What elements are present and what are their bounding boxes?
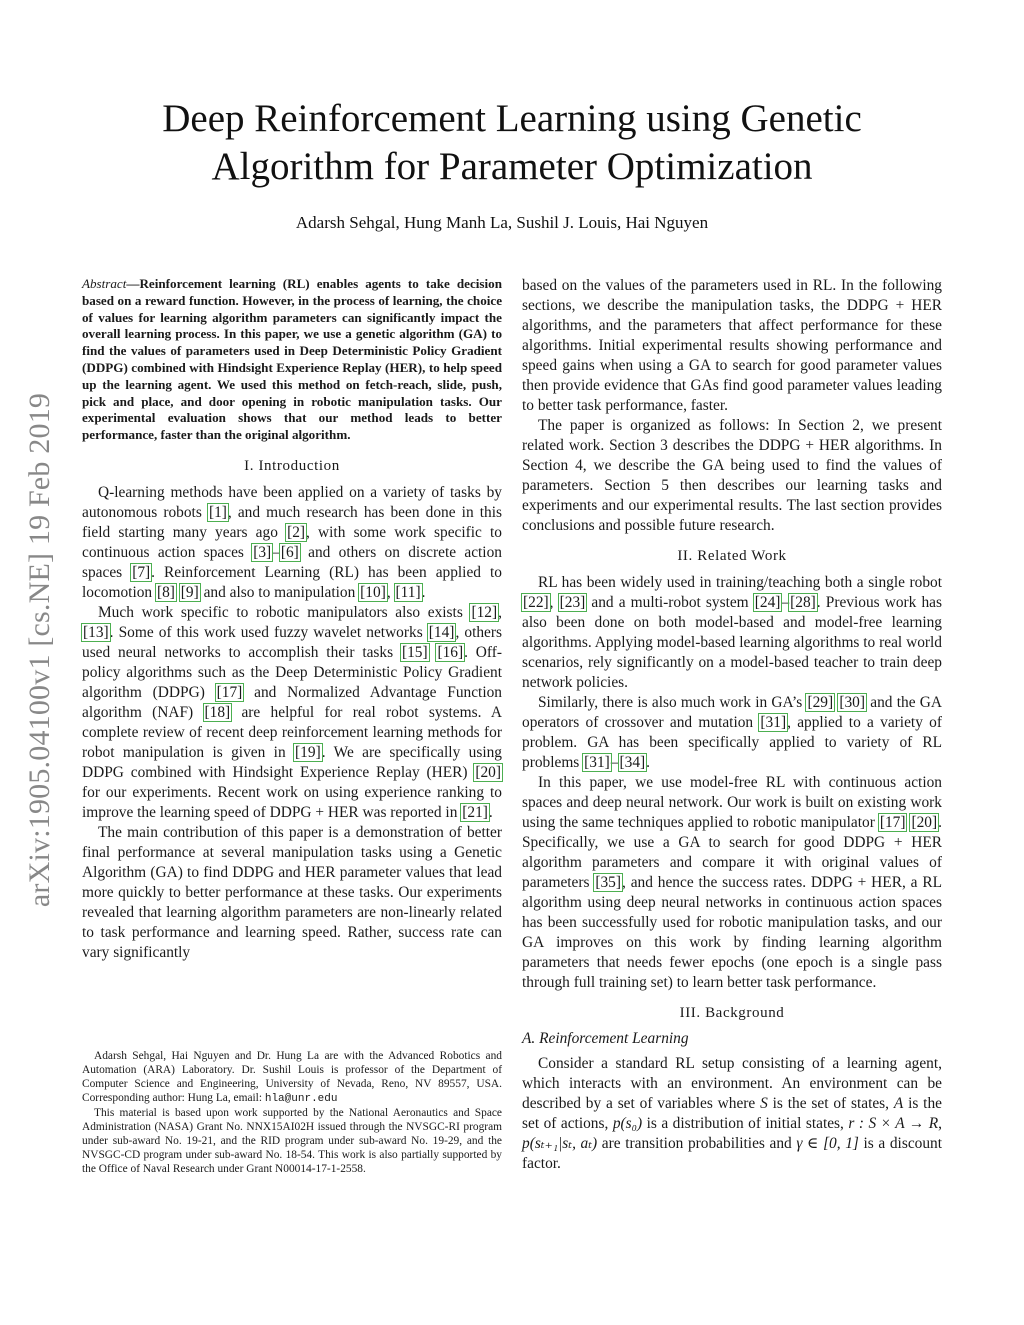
paragraph-text: – xyxy=(272,543,280,561)
paragraph-text: and others on discrete action spaces xyxy=(82,543,502,581)
citation-link[interactable]: [31] xyxy=(760,714,787,731)
citation-link[interactable]: [20] xyxy=(911,814,938,831)
citation-link[interactable]: [19] xyxy=(295,743,321,761)
math-transition-prob: p(sₜ₊₁|sₜ, aₜ) xyxy=(522,1135,598,1152)
bg-text-e: , xyxy=(938,1115,942,1132)
title-line-1: Deep Reinforcement Learning using Genetic xyxy=(162,97,862,140)
arxiv-sidebar xyxy=(10,350,70,950)
arxiv-stamp: arXiv:1905.04100v1 [cs.NE] 19 Feb 2019 xyxy=(23,392,56,908)
citation-link[interactable]: [24] xyxy=(754,594,781,611)
citation-link[interactable]: [8] xyxy=(156,583,175,601)
paragraph-text: . Reinforcement Learning (RL) has been applied to locomotion xyxy=(82,563,502,601)
math-A: A xyxy=(893,1095,904,1112)
paragraph-text: . Off-policy algorithms such as the Deep Deterministic Policy Gradient algorithm (DDPG) xyxy=(82,643,502,701)
paragraph-text: , others used neural networks to accomplish their tasks xyxy=(82,623,502,661)
math-discount-factor: γ ∈ [0, 1] xyxy=(796,1135,859,1152)
citation-link[interactable]: [29] xyxy=(807,694,834,711)
paragraph-text: . Previous work has also been done on both model-based and model-free learning algorithms. Applying model-based learning algorithms to real world scenarios, rely significantly on a model-based teacher to train deep network policies. xyxy=(522,594,943,691)
footnote-affiliation xyxy=(82,1049,502,1106)
intro-paragraph-3-continued: based on the values of the parameters used in RL. In the following sections, we describe the manipulation tasks, the DDPG + HER algorithms, and the parameters that affect performance for these algorithms. Initial experimental results showing performance and speed gains when using a GA to search for good parameter values then provide evidence that GAs find good parameter values leading to better task performance, faster. xyxy=(522,277,942,414)
related-paragraph-2 xyxy=(522,693,942,773)
citation-link[interactable]: [35] xyxy=(595,874,622,891)
math-initial-state-dist: p(s₀) xyxy=(612,1115,643,1132)
paragraph-text: and a multi-robot system xyxy=(586,594,754,611)
bg-text-a: Consider a standard RL setup consisting of a learning agent, which interacts with an environment. An environment can be described by a set of variables where xyxy=(522,1055,942,1112)
section-heading-background: III. Background xyxy=(679,1005,785,1021)
citation-link[interactable]: [18] xyxy=(204,703,231,721)
corresponding-email-link[interactable]: hla@unr.edu xyxy=(264,1093,338,1105)
section-heading-introduction: I. Introduction xyxy=(244,457,340,474)
paragraph-text: and the GA operators of crossover and mutation xyxy=(522,694,942,731)
abstract-label: Abstract xyxy=(82,276,127,291)
citation-link[interactable]: [30] xyxy=(839,694,866,711)
citation-link[interactable]: [2] xyxy=(287,523,306,541)
citation-link[interactable]: [3] xyxy=(253,543,272,561)
citation-link[interactable]: [15] xyxy=(401,643,428,661)
paragraph-text: . xyxy=(421,583,426,601)
bg-text-g: is a discount factor. xyxy=(522,1135,943,1172)
paragraph-text: – xyxy=(610,754,619,771)
paper-title xyxy=(100,95,924,191)
abstract xyxy=(82,276,502,444)
paragraph-text: Similarly, there is also much work in GA’s xyxy=(538,694,807,711)
paragraph-text: In this paper, we use model-free RL with continuous action spaces and deep neural network. Our work is built on existing work using the same techniques applied to robotic manipulator xyxy=(522,774,942,831)
author-list: Adarsh Sehgal, Hung Manh La, Sushil J. Louis, Hai Nguyen xyxy=(295,213,709,232)
math-reward-function: r : S × A → R xyxy=(848,1115,939,1132)
citation-link[interactable]: [1] xyxy=(208,503,227,521)
citation-link[interactable]: [6] xyxy=(280,543,299,561)
paragraph-text: and also to manipulation xyxy=(199,583,360,601)
paragraph-text: , with some work specific to continuous action spaces xyxy=(82,523,502,561)
related-paragraph-3 xyxy=(522,773,942,993)
bg-text-f: are transition probabilities and xyxy=(597,1135,797,1152)
paragraph-text: are helpful for real robot systems. A complete review of recent deep reinforcement learning methods for robot manipulation is given in xyxy=(82,703,503,761)
citation-link[interactable]: [7] xyxy=(132,563,151,581)
math-S: S xyxy=(760,1095,768,1112)
right-column xyxy=(522,276,942,1174)
section-heading-related-work: II. Related Work xyxy=(677,548,787,564)
citation-link[interactable]: [17] xyxy=(216,683,243,701)
citation-link[interactable]: [14] xyxy=(428,623,455,641)
paragraph-text: . We are specifically using DDPG combined with Hindsight Experience Replay (HER) xyxy=(82,743,502,781)
bg-text-c: is the set of actions, xyxy=(522,1095,942,1132)
subsection-heading-rl: A. Reinforcement Learning xyxy=(522,1030,689,1047)
paragraph-text: . Specifically, we use a GA to search for good DDPG + HER algorithm parameters and compare it with original values of parameters xyxy=(522,814,942,891)
footnote-affiliation-text: Adarsh Sehgal, Hai Nguyen and Dr. Hung La are with the Advanced Robotics and Automation (ARA) Laboratory. Dr. Sushil Louis is professor of the Department of Computer Science and Engineering, University of Nevada, Reno, NV 89557, USA. Corresponding author: Hung La, email: xyxy=(82,1050,502,1104)
paragraph-text: , and hence the success rates. DDPG + HER, a RL algorithm using deep neural networks in continuous action spaces has been successfully used for robotic manipulation tasks, and our GA improves on this work by finding learning algorithm parameters that needs fewer epochs (one epoch is a single pass through full training set) to learn better task performance. xyxy=(522,874,943,991)
intro-paragraph-2 xyxy=(82,603,502,823)
citation-link[interactable]: [10] xyxy=(360,583,386,601)
abstract-text: Reinforcement learning (RL) enables agents to take decision based on a reward function. However, in the process of learning, the choice of values for learning algorithm parameters can significantly impact the overall learning process. In this paper, we use a genetic algorithm (GA) to find the values of parameters used in Deep Deterministic Policy Gradient (DDPG) combined with Hindsight Experience Replay (HER), to help speed up the learning agent. We used this method on fetch-reach, slide, push, pick and place, and door opening in robotic manipulation tasks. Our experimental evaluation shows that our method leads to better performance, faster than the original algorithm. xyxy=(82,276,502,443)
paragraph-text: – xyxy=(781,594,790,611)
paragraph-text: , xyxy=(549,594,559,611)
citation-link[interactable]: [12] xyxy=(471,603,498,621)
citation-link[interactable]: [21] xyxy=(462,803,488,821)
related-paragraph-1 xyxy=(522,573,942,693)
citation-link[interactable]: [11] xyxy=(395,583,421,601)
left-column xyxy=(82,276,502,963)
abstract-dash: — xyxy=(126,276,140,291)
citation-link[interactable]: [17] xyxy=(879,814,906,831)
citation-link[interactable]: [31] xyxy=(584,754,610,771)
bg-text-d: is a distribution of initial states, xyxy=(642,1115,849,1132)
paragraph-text: and Normalized Advantage Function algorithm (NAF) xyxy=(82,683,502,721)
paragraph-text: , xyxy=(386,583,395,601)
background-paragraph-1 xyxy=(522,1054,942,1174)
intro-paragraph-1 xyxy=(82,483,502,603)
paragraph-text: . xyxy=(488,803,493,821)
citation-link[interactable]: [9] xyxy=(180,583,199,601)
paragraph-text: . Some of this work used fuzzy wavelet networks xyxy=(109,623,428,641)
paragraph-text: RL has been widely used in training/teaching both a single robot xyxy=(538,574,942,591)
bg-text-b: is the set of states, xyxy=(767,1095,894,1112)
footnotes xyxy=(82,1049,502,1176)
paragraph-text: for our experiments. Recent work on using experience ranking to improve the learning speed of DDPG + HER was reported in xyxy=(82,783,502,821)
footnote-funding: This material is based upon work supported by the National Aeronautics and Space Administration (NASA) Grant No. NNX15AI02H issued through the NVSGC-RI program under sub-award No. 19-21, and the RID program under sub-award No. 19-29, and the NVSGC-CD program under sub-award No. 18-54. This work is also partially supported by the Office of Naval Research under Grant N00014-17-1-2558. xyxy=(82,1107,502,1175)
paragraph-text: , xyxy=(498,603,502,621)
citation-link[interactable]: [16] xyxy=(437,643,464,661)
citation-link[interactable]: [13] xyxy=(83,623,109,641)
citation-link[interactable]: [20] xyxy=(475,763,501,781)
citation-link[interactable]: [28] xyxy=(790,594,816,611)
citation-link[interactable]: [34] xyxy=(619,754,646,771)
intro-paragraph-3: The main contribution of this paper is a demonstration of better final performance at several manipulation tasks using a Genetic Algorithm (GA) to find DDPG and HER parameter values that lead more quickly to better performance at these tasks. Our experiments revealed that learning algorithm parameters are non-linearly related to task performance and learning speed. Rather, success rate can vary significantly xyxy=(82,823,502,961)
citation-link[interactable]: [23] xyxy=(559,594,586,611)
paragraph-text: Q-learning methods have been applied on a variety of tasks by autonomous robots xyxy=(82,483,502,521)
paragraph-text: . xyxy=(646,754,651,771)
intro-paragraph-4: The paper is organized as follows: In Section 2, we present related work. Section 3 describes the DDPG + HER algorithms. In Section 4, we describe the GA being used to find the values of parameters. Section 5 then describes our learning tasks and experiments and our experimental results. The last section provides conclusions and possible future research. xyxy=(522,417,942,534)
paragraph-text: , and much research has been done in this field starting many years ago xyxy=(82,503,502,541)
citation-link[interactable]: [22] xyxy=(523,594,549,611)
paragraph-text: , applied to a variety of problem. GA has been specifically applied to variety of RL problems xyxy=(522,714,942,771)
title-line-2: Algorithm for Parameter Optimization xyxy=(211,145,813,188)
paragraph-text: Much work specific to robotic manipulators also exists xyxy=(98,603,471,621)
